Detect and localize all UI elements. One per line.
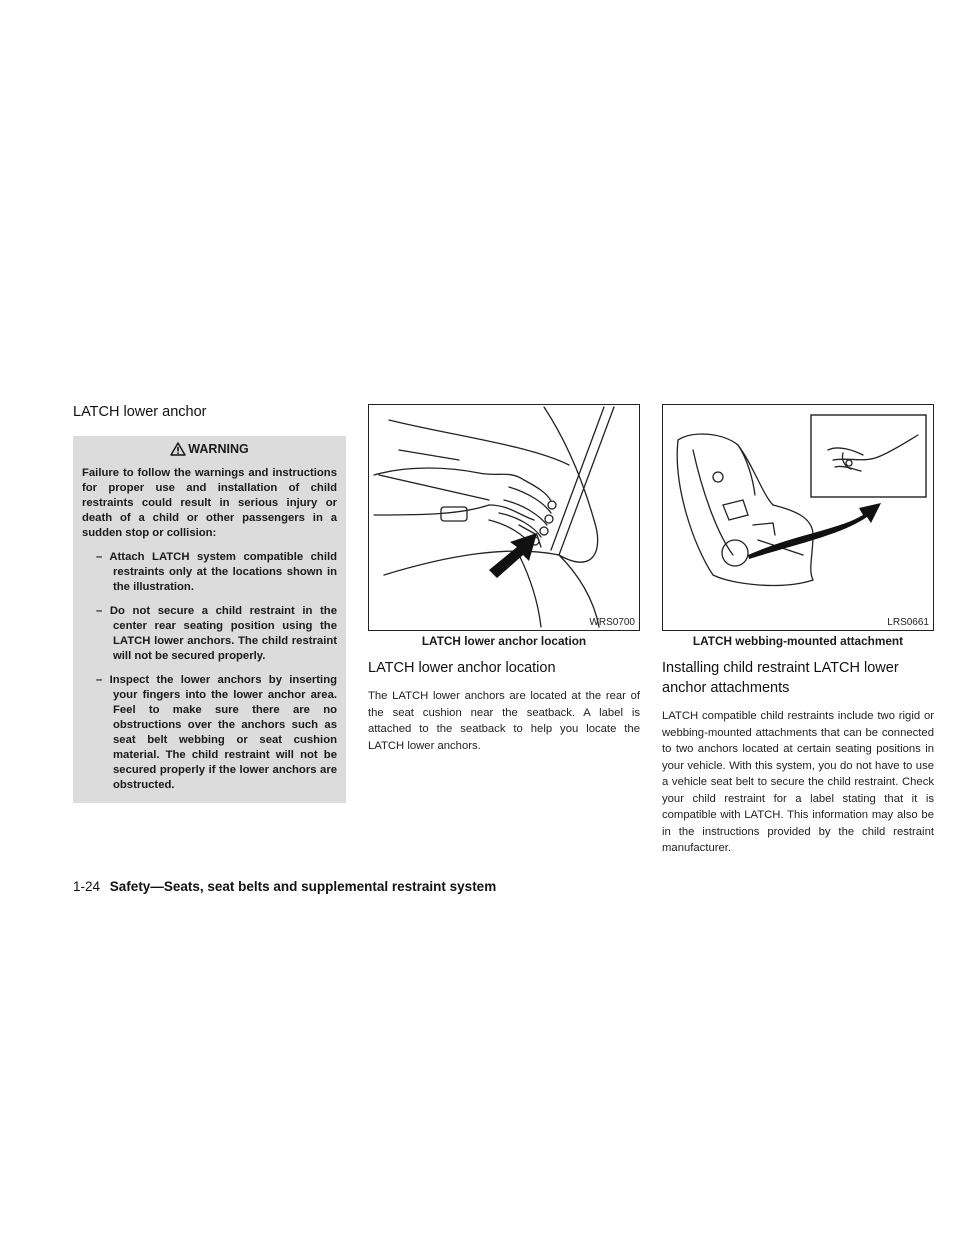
body-paragraph: The LATCH lower anchors are located at the rear of the seat cushion near the seatback. A label is attached to the seatback to help you locate the LATCH lower anchors. [368,690,640,752]
figure-code: WRS0700 [589,617,635,628]
warning-item: – Attach LATCH system compatible child restraints only at the locations shown in the illustration. [96,551,337,593]
body-paragraph: LATCH compatible child restraints include two rigid or webbing-mounted attachments that can be connected to two anchors located at certain seating positions in your vehicle. With this system, you do not have to use a vehicle seat belt to secure the child restraint. Check your child restraint for a label stating that it is compatible with LATCH. This information may also be in the instructions provided by the child restraint manufacturer. [662,710,934,854]
warning-box [73,436,346,803]
warning-list [82,550,337,793]
figure-caption: LATCH lower anchor location [421,634,587,648]
warning-triangle-icon [170,442,186,456]
section-title: LATCH lower anchor [73,404,207,420]
arrow-icon [489,533,537,578]
page-footer [73,879,496,894]
curved-arrow-icon [748,503,881,559]
warning-item: – Inspect the lower anchors by inserting your fingers into the lower anchor area. Feel to make sure there are no obstructions over the anchors such as seat belt webbing or seat cushion material. The child restraint will not be secured properly if the lower anchors are obstructed. [96,674,337,791]
right-column [662,404,934,857]
figure-code: LRS0661 [887,617,929,628]
middle-column [368,404,640,754]
warning-intro: Failure to follow the warnings and instructions for proper use and installation of child restraints could result in serious injury or death of a child or other passengers in a sudden stop or collision: [82,467,337,539]
warning-label: WARNING [188,442,249,456]
subsection-title: LATCH lower anchor location [368,660,556,676]
page-number: 1-24 [73,879,101,894]
chapter-title: Safety—Seats, seat belts and supplemental restraint system [109,879,497,894]
left-column [73,404,346,803]
webbing-attachment-illustration [663,405,933,630]
warning-item: – Do not secure a child restraint in the center rear seating position using the LATCH lower anchors. The child restraint will not be secured properly. [96,605,337,662]
warning-heading [82,442,337,456]
figure-caption: LATCH webbing-mounted attachment [692,634,904,648]
figure-webbing-attachment [662,404,934,631]
subsection-title: Installing child restraint LATCH lower anchor attachments [662,660,899,696]
lower-anchor-illustration [369,405,639,630]
figure-lower-anchor-location [368,404,640,631]
